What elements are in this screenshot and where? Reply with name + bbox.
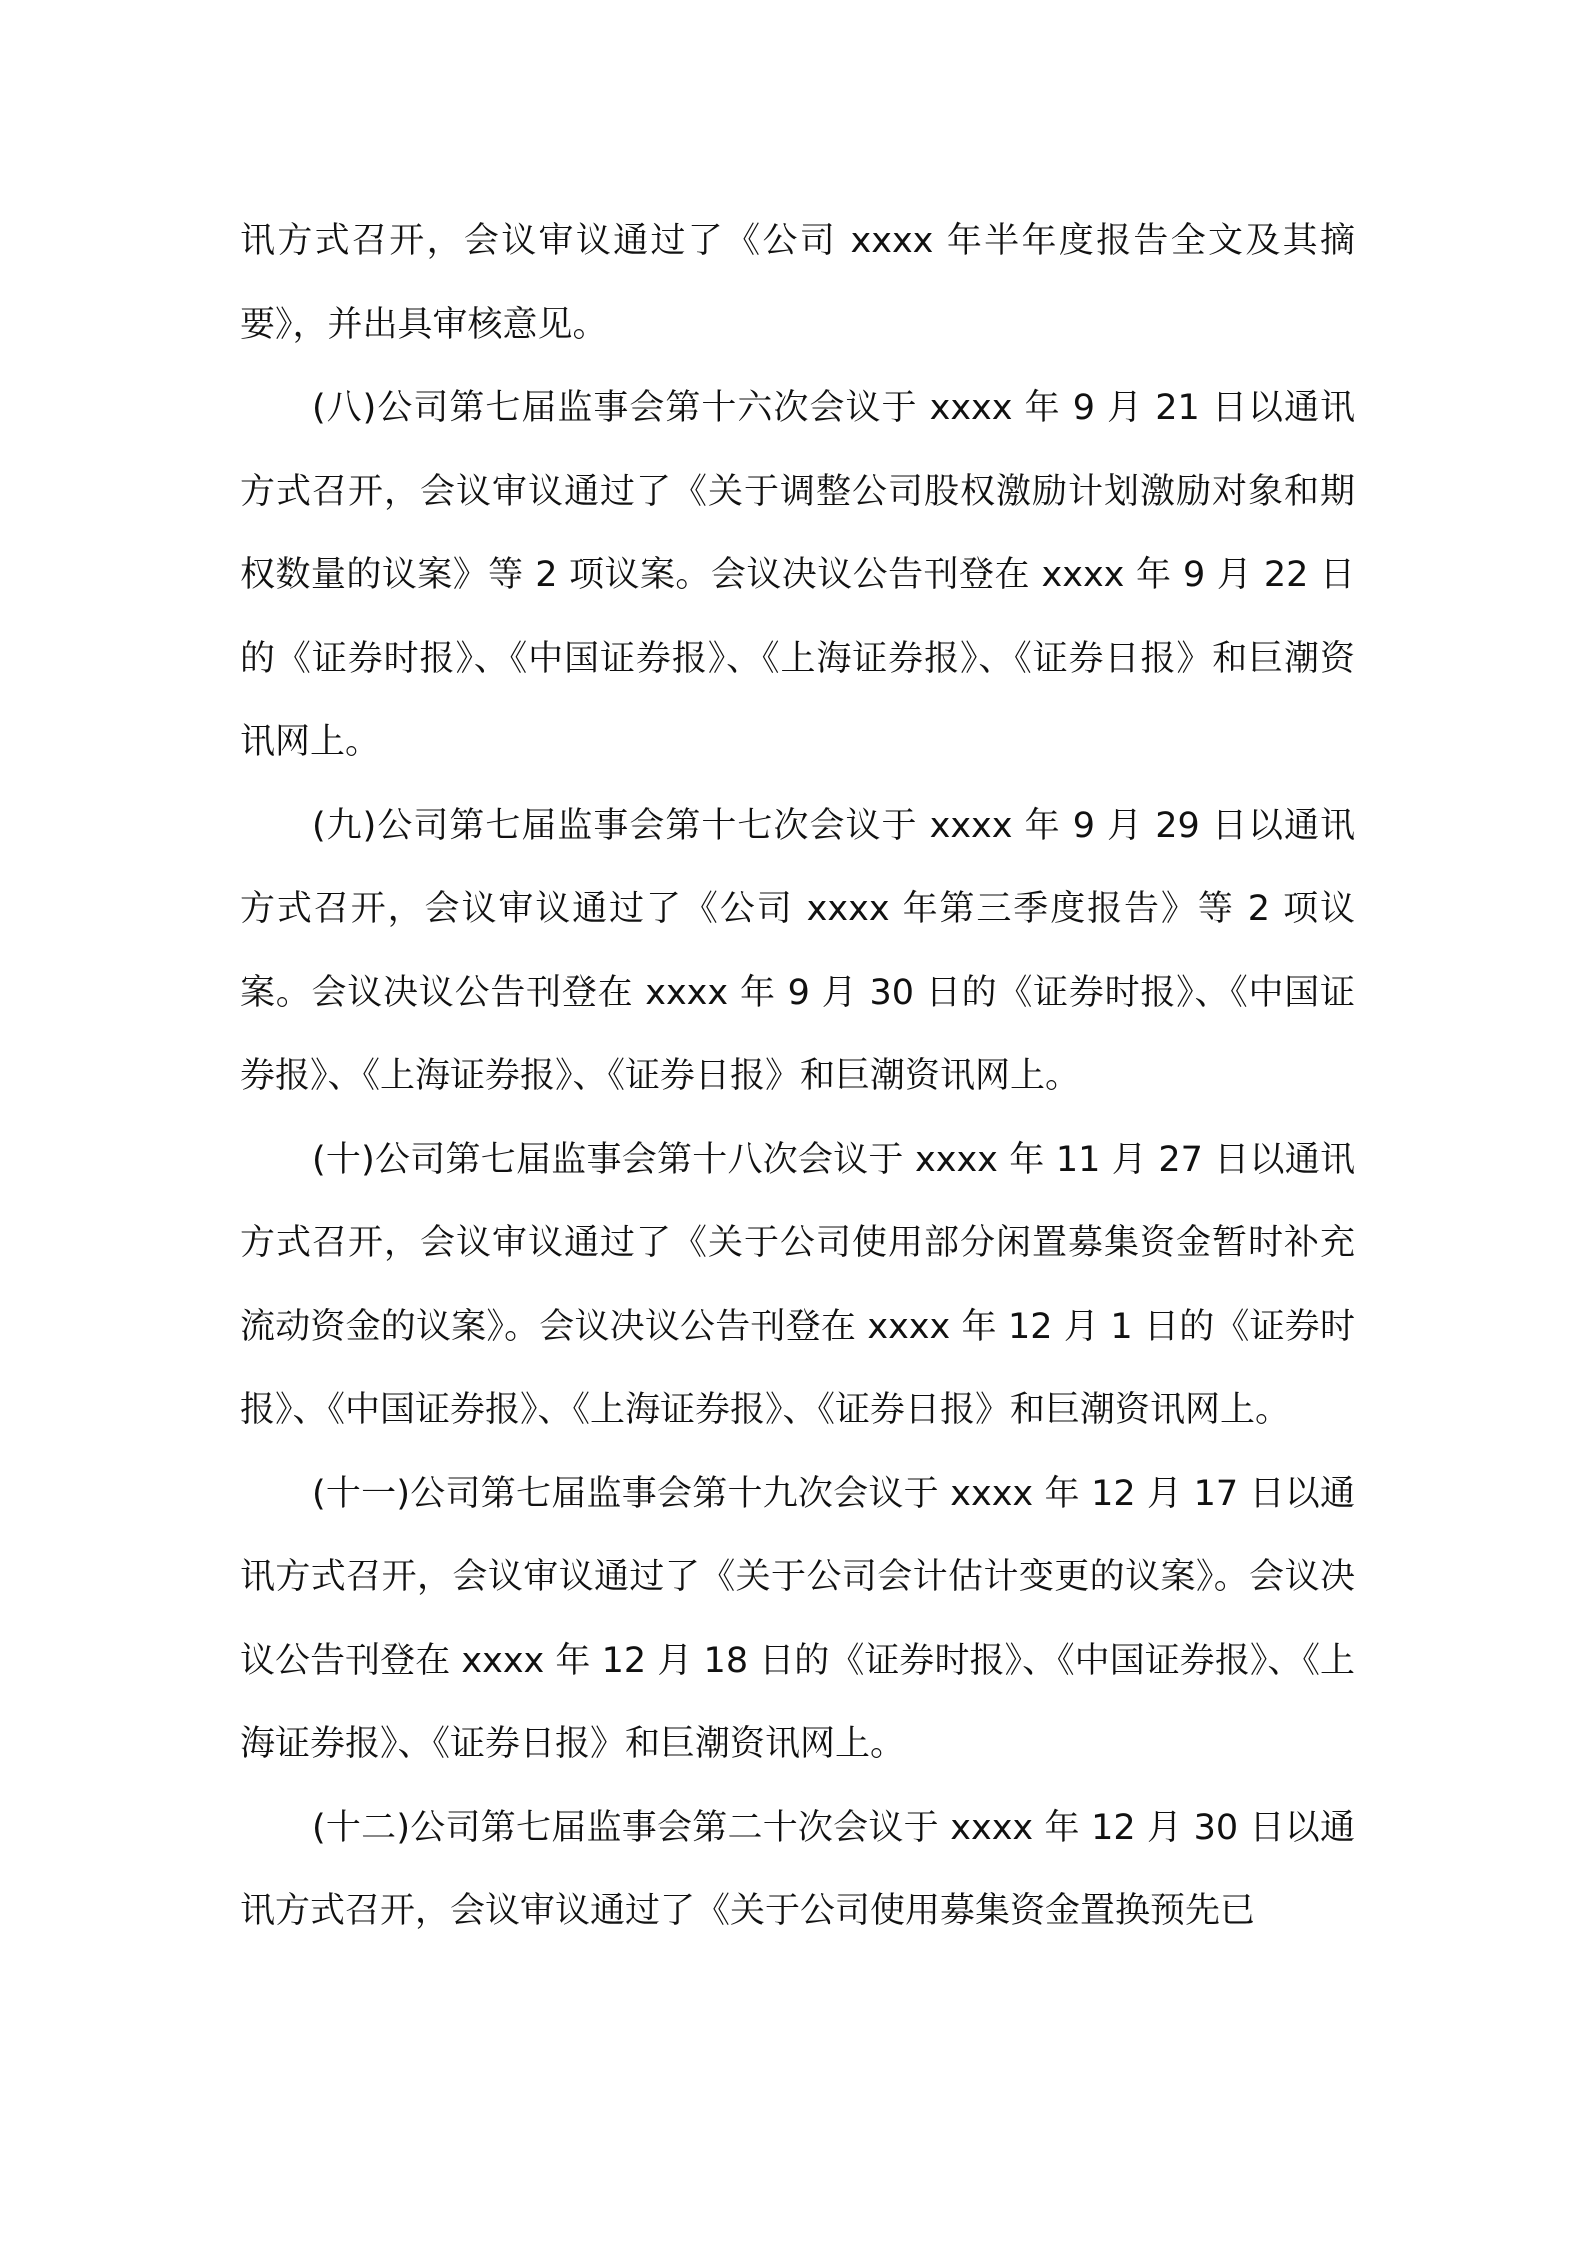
- paragraph-item-11: (十一)公司第七届监事会第十九次会议于 xxxx 年 12 月 17 日以通讯方式召开，会议审议通过了《关于公司会计估计变更的议案》。会议决议公告刊登在 xxxx 年 12 月 18 日的《证券时报》、《中国证券报》、《上海证券报》、《证券日报》和巨潮资讯网上。: [240, 1473, 1355, 1764]
- paragraph-item-8: (八)公司第七届监事会第十六次会议于 xxxx 年 9 月 21 日以通讯方式召开，会议审议通过了《关于调整公司股权激励计划激励对象和期权数量的议案》等 2 项议案。会议决议公告刊登在 xxxx 年 9 月 22 日的《证券时报》、《中国证券报》、《上海证券报》、《证券日报》和巨潮资讯网上。: [240, 388, 1355, 762]
- paragraph-item-10: (十)公司第七届监事会第十八次会议于 xxxx 年 11 月 27 日以通讯方式召开，会议审议通过了《关于公司使用部分闲置募集资金暂时补充流动资金的议案》。会议决议公告刊登在 xxxx 年 12 月 1 日的《证券时报》、《中国证券报》、《上海证券报》、《证券日报》和巨潮资讯网上。: [240, 1139, 1355, 1430]
- paragraph-item-12: (十二)公司第七届监事会第二十次会议于 xxxx 年 12 月 30 日以通讯方式召开，会议审议通过了《关于公司使用募集资金置换预先已: [240, 1807, 1355, 1931]
- paragraph-item-9: (九)公司第七届监事会第十七次会议于 xxxx 年 9 月 29 日以通讯方式召开，会议审议通过了《公司 xxxx 年第三季度报告》等 2 项议案。会议决议公告刊登在 xxxx 年 9 月 30 日的《证券时报》、《中国证券报》、《上海证券报》、《证券日报》和巨潮资讯网上。: [240, 805, 1355, 1096]
- document-body: [240, 200, 1355, 1954]
- paragraph-continuation: 讯方式召开，会议审议通过了《公司 xxxx 年半年度报告全文及其摘要》，并出具审核意见。: [240, 221, 1355, 345]
